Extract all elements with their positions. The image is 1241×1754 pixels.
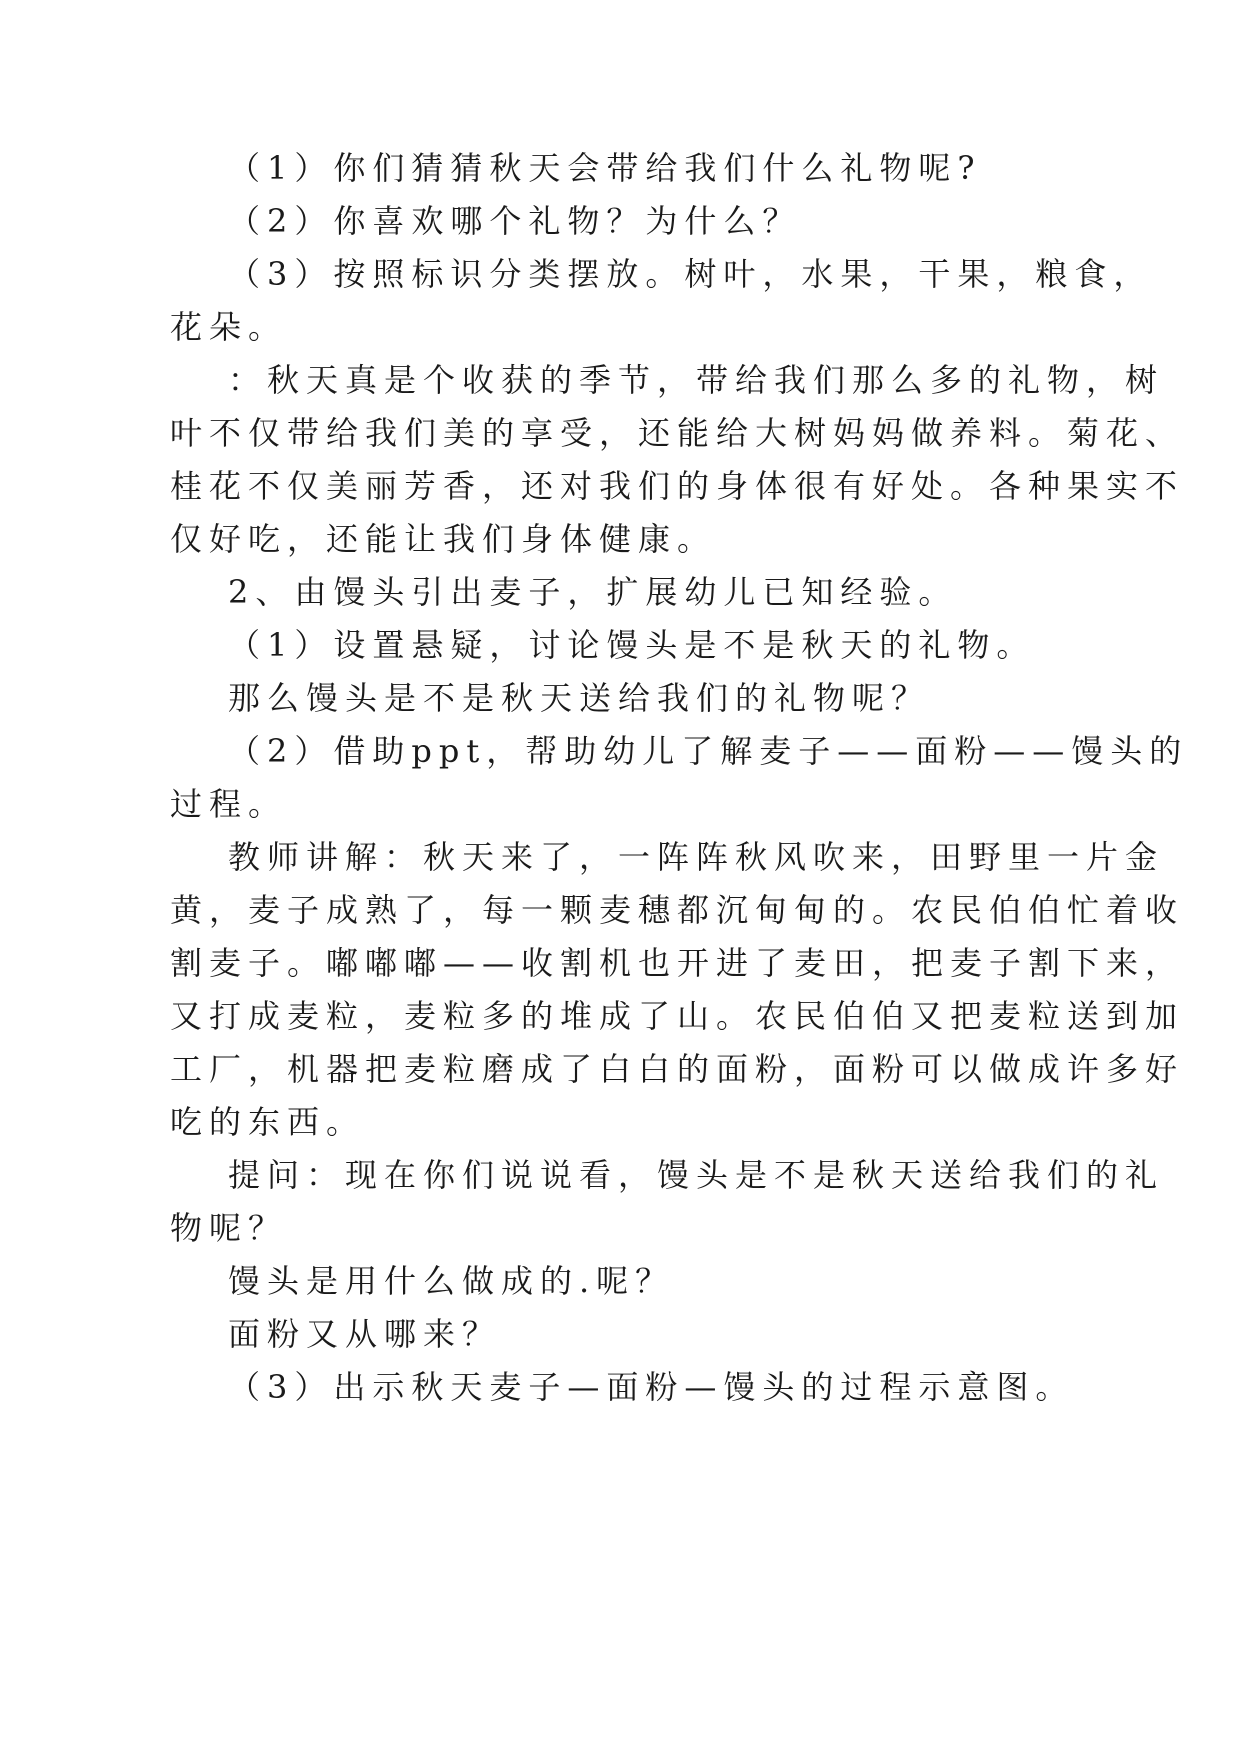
text-line: 馒头是用什么做成的.呢？ [228, 1262, 675, 1300]
text-line: （3）出示秋天麦子—面粉—馒头的过程示意图。 [228, 1368, 1075, 1406]
text-line: 那么馒头是不是秋天送给我们的礼物呢？ [228, 679, 931, 717]
text-line: （1）你们猜猜秋天会带给我们什么礼物呢? [228, 149, 982, 187]
text-line: 花朵。 [170, 308, 288, 346]
section-heading: 2、由馒头引出麦子，扩展幼儿已知经验。 [228, 573, 958, 611]
text-line: （2）你喜欢哪个礼物？为什么？ [228, 202, 802, 240]
text-line: 黄，麦子成熟了，每一颗麦穗都沉甸甸的。农民伯伯忙着收 [170, 891, 1185, 929]
text-line: 割麦子。嘟嘟嘟——收割机也开进了麦田，把麦子割下来， [170, 944, 1185, 982]
text-line: （1）设置悬疑，讨论馒头是不是秋天的礼物。 [228, 626, 1036, 664]
text-line: 提问：现在你们说说看，馒头是不是秋天送给我们的礼 [228, 1156, 1165, 1194]
text-line: 面粉又从哪来？ [228, 1315, 502, 1353]
text-line: 仅好吃，还能让我们身体健康。 [170, 520, 717, 558]
text-line: 物呢？ [170, 1209, 288, 1247]
text-line: 工厂，机器把麦粒磨成了白白的面粉，面粉可以做成许多好 [170, 1050, 1185, 1088]
text-line: 吃的东西。 [170, 1103, 366, 1141]
text-line: （3）按照标识分类摆放。树叶，水果，干果，粮食， [228, 255, 1153, 293]
text-line: 桂花不仅美丽芳香，还对我们的身体很有好处。各种果实不 [170, 467, 1185, 505]
text-line: （2）借助ppt，帮助幼儿了解麦子——面粉——馒头的 [228, 732, 1189, 770]
text-line: 叶不仅带给我们美的享受，还能给大树妈妈做养料。菊花、 [170, 414, 1185, 452]
text-line: 又打成麦粒，麦粒多的堆成了山。农民伯伯又把麦粒送到加 [170, 997, 1185, 1035]
text-line: 教师讲解：秋天来了，一阵阵秋风吹来，田野里一片金 [228, 838, 1165, 876]
text-line: ：秋天真是个收获的季节，带给我们那么多的礼物，树 [228, 361, 1165, 399]
text-line: 过程。 [170, 785, 288, 823]
